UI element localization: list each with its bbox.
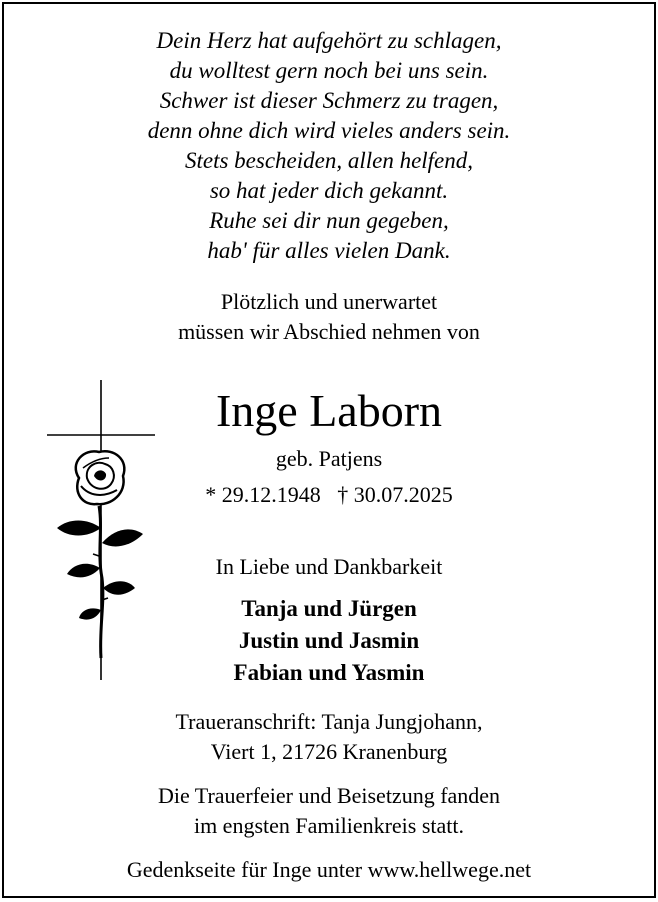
- address-line: Traueranschrift: Tanja Jungjohann,: [175, 709, 483, 734]
- poem-line: denn ohne dich wird vieles anders sein.: [147, 118, 511, 143]
- poem-line: so hat jeder dich gekannt.: [209, 178, 449, 203]
- poem-line: hab' für alles vielen Dank.: [207, 238, 451, 263]
- dedication: In Liebe und Dankbarkeit: [215, 554, 443, 579]
- ceremony-line: Die Trauerfeier und Beisetzung fanden: [157, 783, 501, 808]
- ceremony-line: im engsten Familienkreis statt.: [193, 813, 465, 838]
- memorial-link: Gedenkseite für Inge unter www.hellwege.net: [126, 857, 532, 882]
- obituary-notice: [2, 2, 656, 898]
- intro-line: Plötzlich und unerwartet: [220, 289, 438, 314]
- family-member: Fabian und Yasmin: [233, 660, 425, 685]
- intro-line: müssen wir Abschied nehmen von: [178, 319, 480, 344]
- poem-line: du wolltest gern noch bei uns sein.: [169, 58, 489, 83]
- family-member: Justin und Jasmin: [238, 628, 420, 653]
- address-line: Viert 1, 21726 Kranenburg: [210, 739, 448, 764]
- birth-name: geb. Patjens: [275, 446, 383, 471]
- poem-line: Ruhe sei dir nun gegeben,: [209, 208, 449, 233]
- poem-line: Schwer ist dieser Schmerz zu tragen,: [159, 88, 499, 113]
- family-member: Tanja und Jürgen: [241, 596, 417, 621]
- life-dates: * 29.12.1948 † 30.07.2025: [205, 482, 453, 507]
- poem-line: Stets bescheiden, allen helfend,: [184, 148, 474, 173]
- deceased-name: Inge Laborn: [215, 385, 443, 436]
- poem-line: Dein Herz hat aufgehört zu schlagen,: [156, 28, 502, 53]
